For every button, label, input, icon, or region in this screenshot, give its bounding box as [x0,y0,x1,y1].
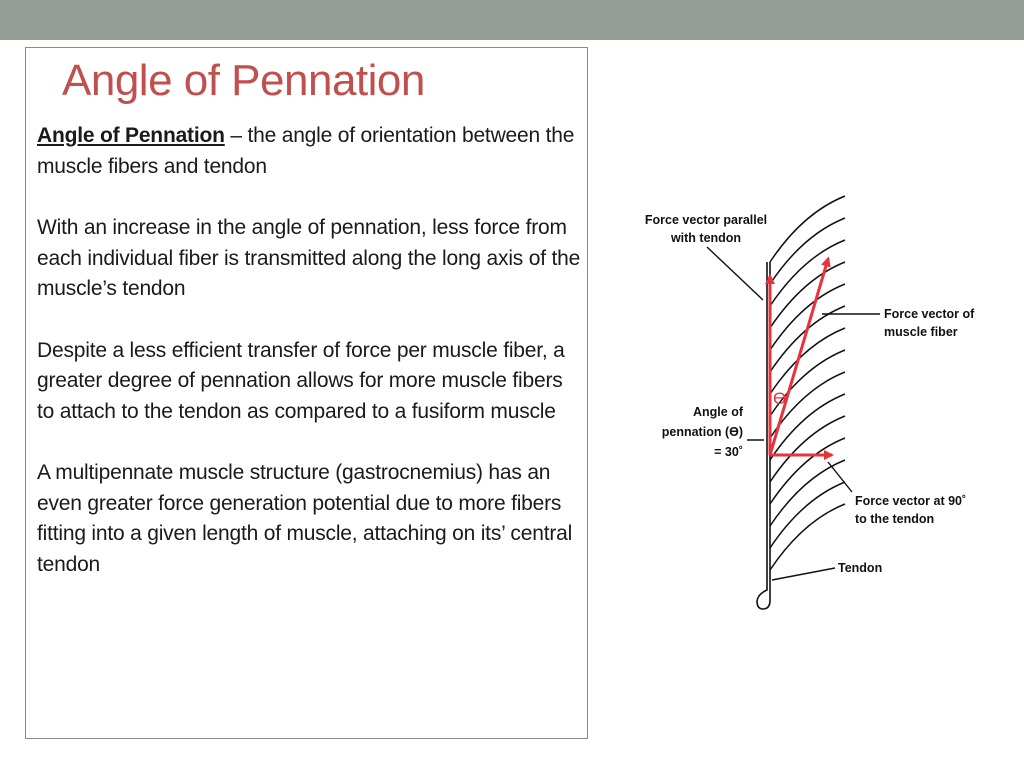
top-bar [0,0,1024,40]
muscle-fiber [770,262,845,328]
label-parallel-2: with tendon [670,231,742,245]
label-angle-2: pennation (ϴ) [661,425,743,439]
pennation-diagram [640,195,980,615]
label-fiber-1: Force vector of [884,307,975,321]
label-perp-2: to the tendon [855,512,935,526]
definition-paragraph [37,121,582,182]
label-parallel-1: Force vector parallel [644,213,768,227]
slide-title: Angle of Pennation [62,56,425,105]
muscle-fiber [770,284,845,350]
paragraph-fiber-attachment: Despite a less efficient transfer of force per muscle fiber, a greater degree of pennation allows for more muscle fibers to attach to the tendon as compared to a fusiform muscle [37,338,565,423]
definition-term: Angle of Pennation [37,124,225,147]
label-tendon: Tendon [838,561,883,575]
paragraph-multipennate: A multipennate muscle structure (gastrocnemius) has an even greater force generation potential due to more fibers fitting into a given length of muscle, attaching on its’ central tendon [37,461,573,576]
diagram-labels [645,213,975,575]
body-text [37,121,582,580]
muscle-fiber [770,306,845,372]
definition-text: – the angle of orientation between the muscle fibers and tendon [37,124,575,178]
muscle-fiber [770,196,845,262]
muscle-fiber [770,438,845,504]
label-fiber-2: muscle fiber [884,325,958,339]
muscle-fiber [770,240,845,306]
muscle-fibers [770,196,845,570]
muscle-fiber [770,218,845,284]
muscle-fiber [770,328,845,394]
label-perp-1: Force vector at 90˚ [855,494,967,508]
muscle-fiber [770,504,845,570]
leader-parallel [707,247,763,300]
leader-tendon [772,568,835,580]
paragraph-force-transmission: With an increase in the angle of pennation, less force from each individual fiber is transmitted along the long axis of the muscle’s tendon [37,216,581,300]
muscle-fiber [770,482,845,548]
theta-symbol: ϴ [773,389,787,408]
muscle-fiber [770,416,845,482]
label-angle-3: = 30˚ [714,445,743,459]
label-angle-1: Angle of [693,405,743,419]
tendon-shape [757,262,770,609]
